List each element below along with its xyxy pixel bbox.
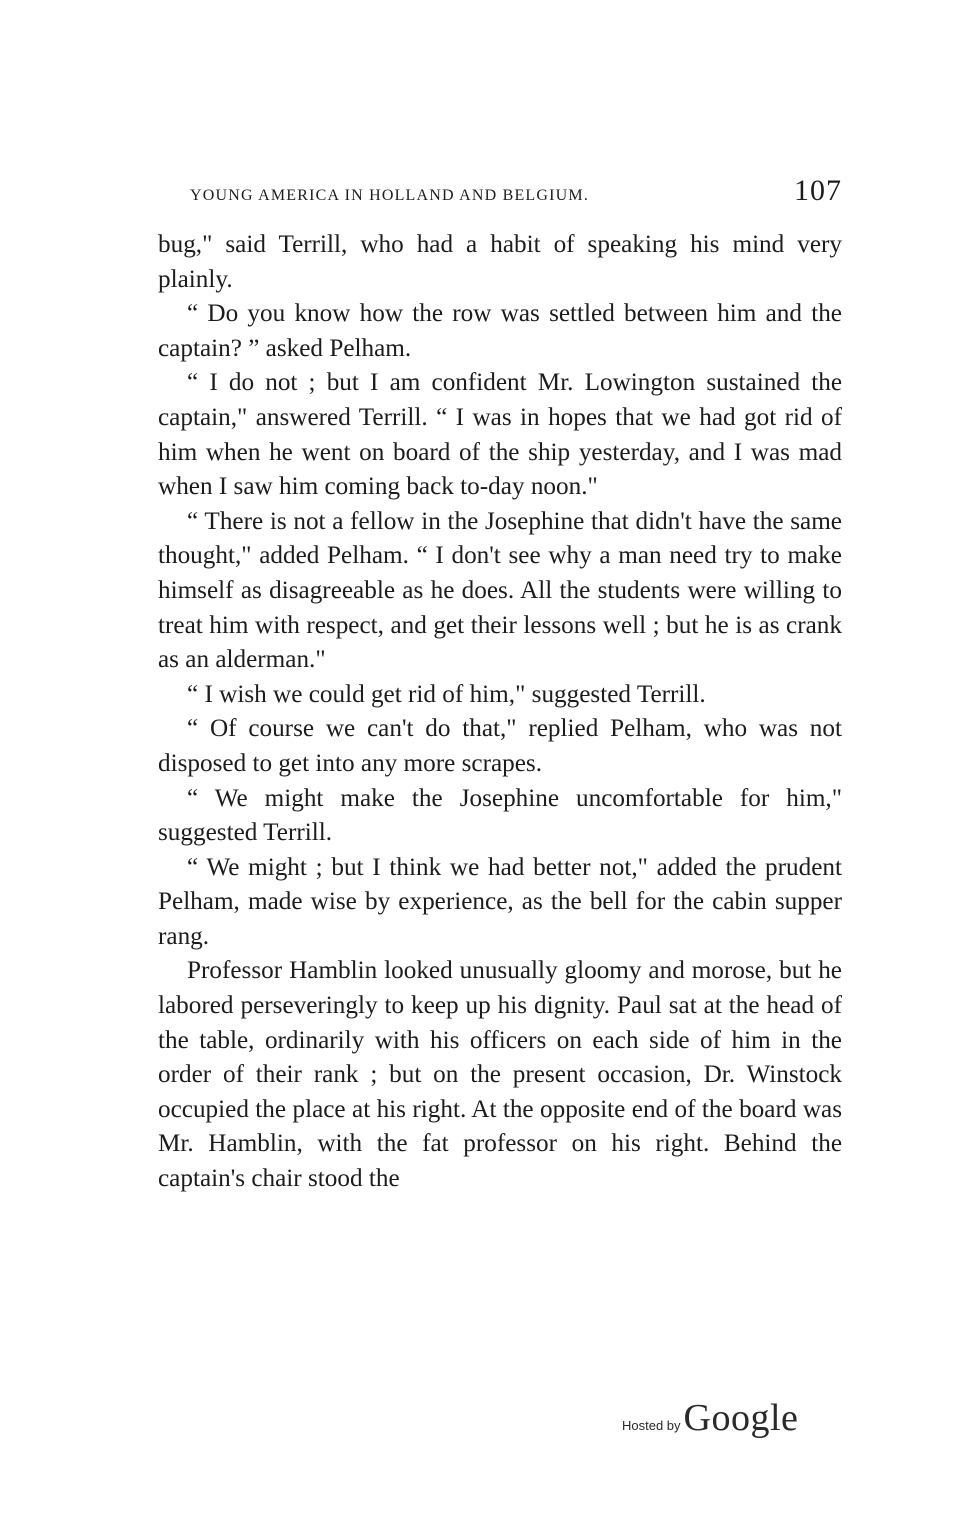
page-header (190, 174, 842, 207)
paragraph: “ Of course we can't do that," replied Pelham, who was not disposed to get into any more scrapes. (158, 715, 842, 777)
page-number: 107 (794, 174, 842, 207)
hosted-by-label: Hosted by (622, 1418, 681, 1433)
running-head: YOUNG AMERICA IN HOLLAND AND BELGIUM. (190, 187, 590, 204)
paragraph: “ Do you know how the row was settled between him and the captain? ” asked Pelham. (158, 300, 842, 362)
paragraph: “ I wish we could get rid of him," suggested Terrill. (187, 680, 706, 708)
paragraph: “ I do not ; but I am confident Mr. Lowington sustained the captain," answered Terrill. “ I was in hopes that we had got rid of him when he went on board of the ship yesterday, and I was mad when I saw him coming back to-day noon." (158, 369, 842, 501)
paragraph-continuation: bug," said Terrill, who had a habit of speaking his mind very plainly. (158, 231, 842, 293)
paragraph: Professor Hamblin looked unusually gloomy and morose, but he labored perseveringly to keep up his dignity. Paul sat at the head of the table, ordinarily with his officers on each side of him in the order of their rank ; but on the present occasion, Dr. Winstock occupied the place at his right. At the opposite end of the board was Mr. Hamblin, with the fat professor on his right. Behind the captain's chair stood the (158, 957, 842, 1193)
google-logo-text: Google (683, 1397, 799, 1439)
paragraph: “ There is not a fellow in the Josephine that didn't have the same thought," added Pelham. “ I don't see why a man need try to make himself as disagreeable as he does. All the students were willing to treat him with respect, and get their lessons well ; but he is as crank as an alderman." (158, 507, 842, 674)
body-text (158, 228, 842, 1197)
hosted-by-google-watermark (622, 1396, 798, 1446)
paragraph: “ We might make the Josephine uncomfortable for him," suggested Terrill. (158, 784, 842, 847)
paragraph: “ We might ; but I think we had better not," added the prudent Pelham, made wise by experience, as the bell for the cabin supper rang. (158, 853, 842, 950)
